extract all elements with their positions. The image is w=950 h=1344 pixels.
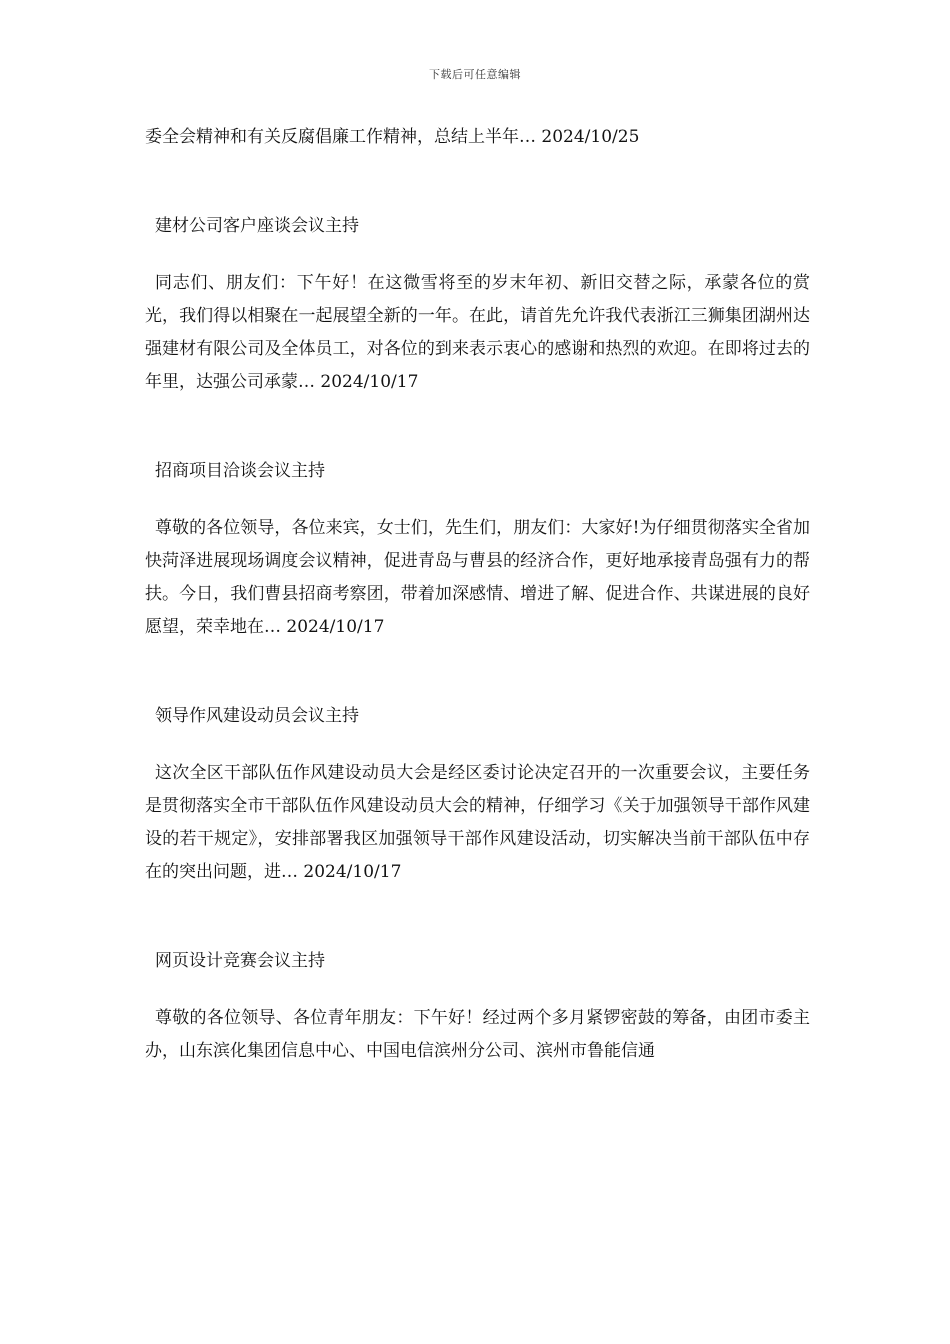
entry-title[interactable]: 建材公司客户座谈会议主持 [155, 216, 359, 236]
entry-body-text: 同志们、朋友们：下午好！在这微雪将至的岁末年初、新旧交替之际，承蒙各位的赏光，我们得以相聚在一起展望全新的一年。在此，请首先允许我代表浙江三狮集团湖州达强建材有限公司及全体员工，对各位的到来表示衷心的感谢和热烈的欢迎。在即将过去的年里，达强公司承蒙… [145, 273, 810, 392]
entry-body [145, 1002, 810, 1068]
entry-2 [145, 455, 810, 644]
page-header: 下载后可任意编辑 [429, 68, 521, 81]
entry-date: 2024/10/17 [286, 617, 385, 637]
entry-body [145, 757, 810, 889]
entry-body-text: 尊敬的各位领导，各位来宾，女士们，先生们，朋友们：大家好!为仔细贯彻落实全省加快菏泽进展现场调度会议精神，促进青岛与曹县的经济合作，更好地承接青岛强有力的帮扶。今日，我们曹县招商考察团，带着加深感情、增进了解、促进合作、共谋进展的良好愿望，荣幸地在… [145, 518, 810, 637]
entry-date: 2024/10/17 [303, 862, 402, 882]
entry-title[interactable]: 网页设计竞赛会议主持 [155, 951, 325, 971]
intro-text: 委全会精神和有关反腐倡廉工作精神，总结上半年… [145, 127, 536, 147]
entry-3 [145, 700, 810, 889]
entry-body-text: 尊敬的各位领导、各位青年朋友：下午好！经过两个多月紧锣密鼓的筹备，由团市委主办，山东滨化集团信息中心、中国电信滨州分公司、滨州市鲁能信通 [145, 1008, 810, 1061]
entry-title[interactable]: 招商项目洽谈会议主持 [155, 461, 325, 481]
entry-title[interactable]: 领导作风建设动员会议主持 [155, 706, 359, 726]
entry-body-text: 这次全区干部队伍作风建设动员大会是经区委讨论决定召开的一次重要会议，主要任务是贯彻落实全市干部队伍作风建设动员大会的精神，仔细学习《关于加强领导干部作风建设的若干规定》，安排部署我区加强领导干部作风建设活动，切实解决当前干部队伍中存在的突出问题，进… [145, 763, 810, 882]
entry-1 [145, 210, 810, 399]
entry-4 [145, 945, 810, 1068]
entry-body [145, 512, 810, 644]
entry-date: 2024/10/17 [320, 372, 419, 392]
document-body [145, 121, 810, 1124]
intro-paragraph [145, 121, 810, 154]
intro-date: 2024/10/25 [541, 127, 640, 147]
entry-body [145, 267, 810, 399]
